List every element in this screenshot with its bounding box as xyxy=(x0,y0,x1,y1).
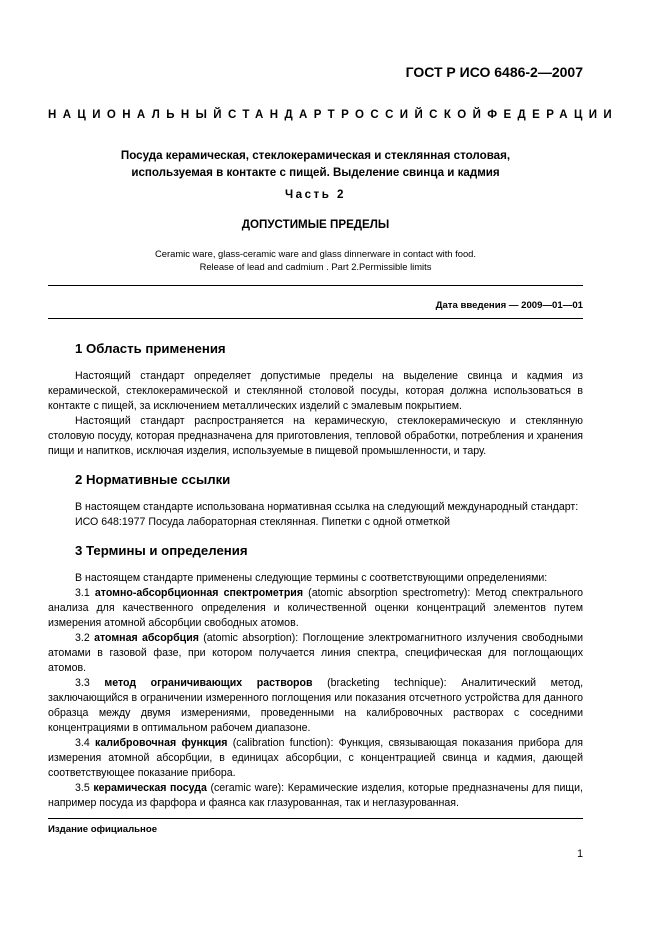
term-text: (bracketing technique): Аналитический метод, заключающийся в ограничении измеренного поглощения или показания отсчетного устройства для данного образца между двумя измерениями, проведенными на калибровочных растворах с соседними концентрациями в оптимальном рабочем диапазоне. xyxy=(48,677,584,734)
paragraph: В настоящем стандарте применены следующие термины с соответствующими определениями: xyxy=(75,572,548,584)
term-text: (atomic absorption spectrometry): Метод спектрального анализа для качественного определения и количественной оценки концентраций элементов путем измерения атомной абсорбции свободных атомов. xyxy=(48,587,584,629)
banner-word: РОССИЙСКОЙ xyxy=(341,109,488,121)
date-divider xyxy=(48,318,583,319)
term: атомная абсорбция xyxy=(94,632,199,644)
national-standard-banner xyxy=(48,109,619,121)
term: керамическая посуда xyxy=(93,782,207,794)
term-number: 3.4 xyxy=(75,737,96,749)
term-definition xyxy=(48,781,583,811)
document-page xyxy=(48,0,619,936)
document-body xyxy=(48,338,583,811)
standard-number: ГОСТ Р ИСО 6486-2—2007 xyxy=(405,64,583,80)
term-definition xyxy=(48,736,583,781)
paragraph: Настоящий стандарт распространяется на керамическую, стеклокерамическую и стеклянную столовую посуду, которая предназначена для приготовления, тепловой обработки, потребления и хранения пищи и напитков, исключая изделия, используемые в пищевой промышленности, и тару. xyxy=(48,415,583,457)
section-heading: 3 Термины и определения xyxy=(75,543,248,558)
term-text: (calibration function): Функция, связывающая показания прибора для измерения атомной абсорбции, в единицах абсорбции, с концентрацией свинца и кадмия, дающей соответствующее показание прибора. xyxy=(48,737,584,779)
page-number: 1 xyxy=(577,848,583,860)
introduction-date: Дата введения — 2009—01—01 xyxy=(435,300,583,311)
title-line: Посуда керамическая, стеклокерамическая и стеклянная столовая, xyxy=(120,149,511,162)
term-number: 3.5 xyxy=(75,782,94,794)
banner-word: СТАНДАРТ xyxy=(227,109,342,121)
paragraph: ИСО 648:1977 Посуда лабораторная стеклянная. Пипетки с одной отметкой xyxy=(75,516,451,528)
term: атомно-абсорбционная спектрометрия xyxy=(94,587,304,599)
banner-word: НАЦИОНАЛЬНЫЙ xyxy=(48,109,228,121)
term-number: 3.1 xyxy=(75,587,95,599)
term: калибровочная функция xyxy=(95,737,228,749)
title-line: используемая в контакте с пищей. Выделение свинца и кадмия xyxy=(131,166,500,179)
term-text: (ceramic ware): Керамические изделия, которые предназначены для пищи, например посуда из фарфора и фаянса как глазурованная, так и неглазурованная. xyxy=(48,782,584,809)
part-label: Часть 2 xyxy=(284,188,347,201)
term-text: (atomic absorption): Поглощение электромагнитного излучения свободными атомами в газовой фазе, при котором получается линия спектра, специфическая для поглощающих атомов. xyxy=(48,632,583,674)
document-title xyxy=(48,147,583,181)
footer-divider xyxy=(48,818,583,819)
english-title xyxy=(48,247,583,273)
term-number: 3.2 xyxy=(75,632,95,644)
english-title-line: Ceramic ware, glass-ceramic ware and glass dinnerware in contact with food. xyxy=(155,248,476,259)
term-definition xyxy=(48,631,583,676)
paragraph: В настоящем стандарте использована нормативная ссылка на следующий международный стандарт: xyxy=(75,501,579,513)
term: метод ограничивающих растворов xyxy=(104,677,313,689)
banner-word: ФЕДЕРАЦИИ xyxy=(487,109,619,121)
section-heading: 2 Нормативные ссылки xyxy=(75,472,231,487)
paragraph: Настоящий стандарт определяет допустимые пределы на выделение свинца и кадмия из керамической, стеклокерамической и стеклянной столовой посуды, которая должна использоваться в контакте с пищей, за исключением металлических изделий с эмалевым покрытием. xyxy=(48,370,583,412)
term-definition xyxy=(48,676,583,736)
section-heading: 1 Область применения xyxy=(75,341,226,356)
term-definition xyxy=(48,586,583,631)
document-subtitle: ДОПУСТИМЫЕ ПРЕДЕЛЫ xyxy=(241,218,390,231)
edition-label: Издание официальное xyxy=(48,824,158,835)
header-divider xyxy=(48,285,583,286)
term-number: 3.3 xyxy=(75,677,105,689)
english-title-line: Release of lead and cadmium . Part 2.Permissible limits xyxy=(199,261,432,272)
